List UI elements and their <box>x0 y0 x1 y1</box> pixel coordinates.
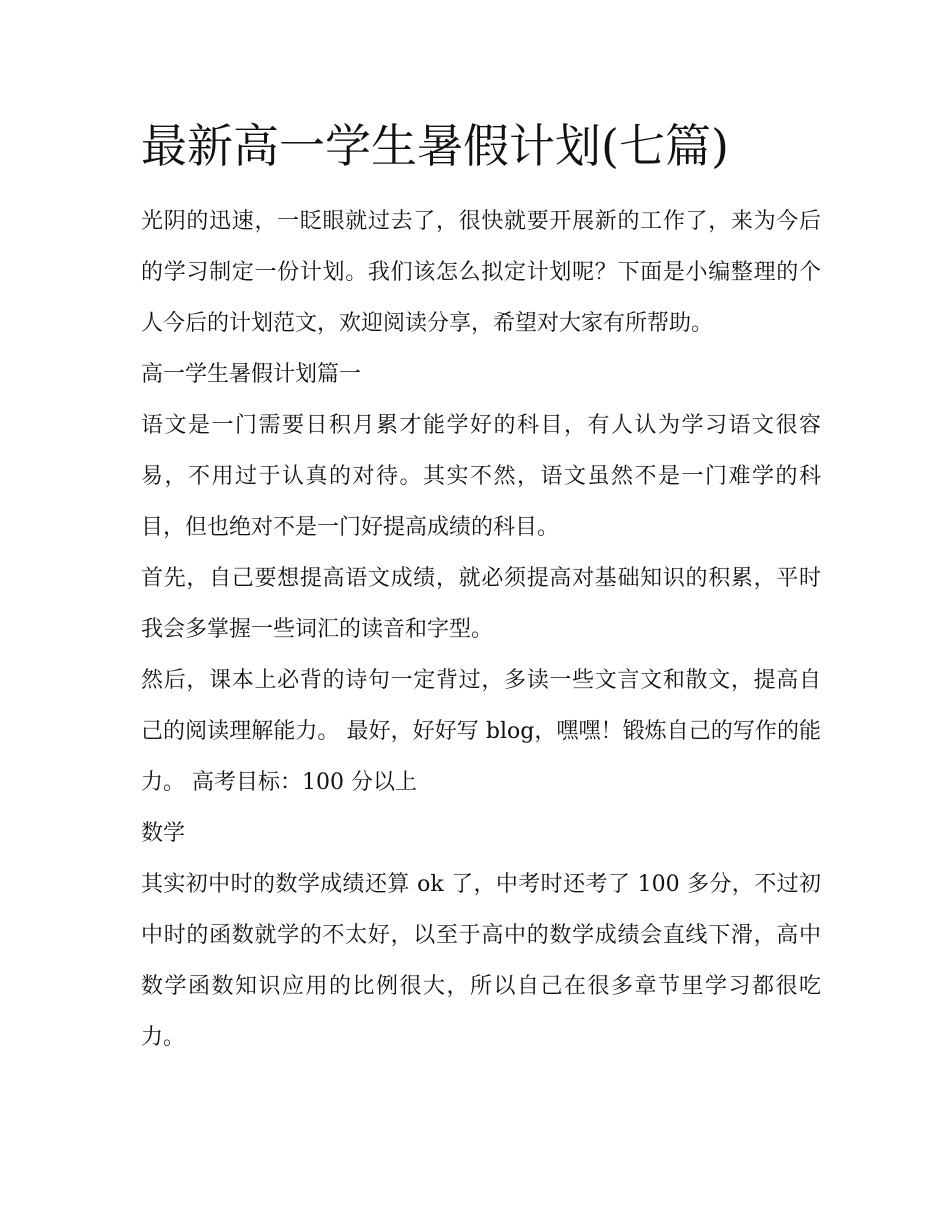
intro-paragraph: 光阴的迅速，一眨眼就过去了，很快就要开展新的工作了，来为今后的学习制定一份计划。我们该怎么拟定计划呢？下面是小编整理的个人今后的计划范文，欢迎阅读分享，希望对大家有所帮助。 <box>141 209 821 336</box>
math-paragraph: 其实初中时的数学成绩还算 ok 了，中考时还考了 100 多分，不过初中时的函数就学的不太好，以至于高中的数学成绩会直线下滑，高中数学函数知识应用的比例很大，所以自己在很多章节里学习都很吃力。 <box>141 872 821 1050</box>
section-heading-1: 高一学生暑假计划篇一 <box>141 362 362 387</box>
document-page <box>141 112 821 1063</box>
math-heading: 数学 <box>141 821 186 846</box>
chinese-reading-paragraph: 然后，课本上必背的诗句一定背过，多读一些文言文和散文，提高自己的阅读理解能力。 最好，好好写 blog，嘿嘿！锻炼自己的写作的能力。 高考目标：100 分以上 <box>141 668 821 795</box>
chinese-paragraph: 语文是一门需要日积月累才能学好的科目，有人认为学习语文很容易，不用过于认真的对待。其实不然，语文虽然不是一门难学的科目，但也绝对不是一门好提高成绩的科目。 <box>141 413 821 540</box>
chinese-basics-paragraph: 首先，自己要想提高语文成绩，就必须提高对基础知识的积累，平时我会多掌握一些词汇的读音和字型。 <box>141 566 821 642</box>
document-title: 最新高一学生暑假计划(七篇) <box>141 119 729 173</box>
